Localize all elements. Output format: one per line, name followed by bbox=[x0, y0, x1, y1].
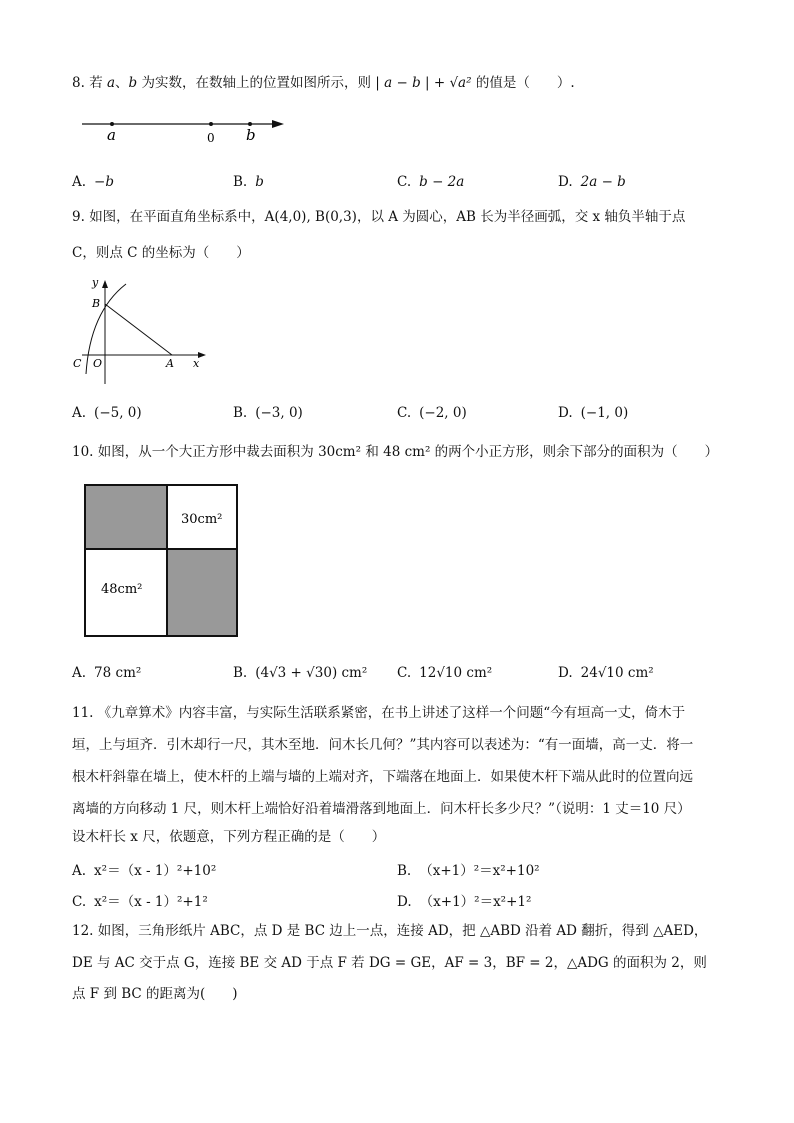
q11-option-d-value: （x+1）²＝x²+1² bbox=[419, 894, 532, 910]
q11-option-c[interactable] bbox=[72, 890, 208, 910]
q8-var-a: a bbox=[106, 75, 116, 91]
q8-option-d-label: D. bbox=[558, 174, 573, 190]
q12-line1: 如图，三角形纸片 ABC，点 D 是 BC 边上一点，连接 AD，把 △ABD 沿着 AD 翻折，得到 △AED， bbox=[97, 923, 708, 939]
q10-stem: 如图，从一个大正方形中裁去面积为 30cm² 和 48 cm² 的两个小正方形，则余下部分的面积为（ ） bbox=[97, 444, 719, 460]
q10-option-c-value: 12√10 cm² bbox=[419, 665, 493, 681]
q8-stem-c: 的值是（ ）. bbox=[475, 75, 575, 91]
q8-option-b-value: b bbox=[255, 174, 264, 190]
q10-square-figure bbox=[83, 483, 239, 639]
q9-option-b-value: (−3, 0) bbox=[255, 405, 303, 421]
q11-option-d[interactable] bbox=[397, 890, 531, 910]
q8-var-b: b bbox=[128, 75, 138, 91]
q9-option-d-label: D. bbox=[558, 405, 573, 421]
q9-option-b-label: B. bbox=[233, 405, 248, 421]
q9-option-d[interactable] bbox=[558, 405, 628, 421]
q11-number: 11. bbox=[72, 705, 94, 721]
q11-line4: 离墙的方向移动 1 尺，则木杆上端恰好沿着墙滑落到地面上．问木杆长多少尺？”（说明：1 丈＝10 尺） bbox=[72, 801, 691, 817]
q10-number: 10. bbox=[72, 444, 94, 460]
q9-label-y: y bbox=[92, 276, 99, 289]
q12-line3: 点 F 到 BC 的距离为( ) bbox=[72, 986, 238, 1002]
q8-option-b[interactable] bbox=[233, 174, 264, 190]
q11-line2: 垣，上与垣齐．引木却行一尺，其木至地．问木长几何？”其内容可以表述为：“有一面墙，高一丈．将一 bbox=[72, 737, 694, 753]
q12-line1-row bbox=[72, 922, 732, 940]
q11-option-a-label: A. bbox=[72, 863, 87, 879]
q8-expression: | a − b | + √a² bbox=[375, 75, 472, 91]
q8-option-c[interactable] bbox=[397, 174, 464, 190]
q11-line3: 根木杆斜靠在墙上，使木杆的上端与墙的上端对齐，下端落在地面上．如果使木杆下端从此时的位置向远 bbox=[72, 769, 693, 785]
q11-line1: 《九章算术》内容丰富，与实际生活联系紧密，在书上讲述了这样一个问题“今有垣高一丈，倚木于 bbox=[97, 705, 686, 721]
q8-point-zero bbox=[209, 122, 213, 126]
q11-line5: 设木杆长 x 尺，依题意，下列方程正确的是（ ） bbox=[72, 829, 386, 845]
q9-number: 9. bbox=[72, 209, 85, 225]
q11-line1-row bbox=[72, 704, 732, 722]
q10-option-a[interactable] bbox=[72, 665, 141, 681]
q9-option-c[interactable] bbox=[397, 405, 467, 421]
q9-label-o: O bbox=[93, 357, 103, 370]
q9-option-c-value: (−2, 0) bbox=[419, 405, 467, 421]
q11-option-c-label: C. bbox=[72, 894, 87, 910]
q8-option-c-value: b − 2a bbox=[419, 174, 465, 190]
q9-coordinate-figure bbox=[68, 274, 213, 386]
q8-label-b: b bbox=[246, 126, 256, 144]
q9-option-a-label: A. bbox=[72, 405, 87, 421]
q10-option-d-value: 24√10 cm² bbox=[580, 665, 654, 681]
q8-sep: 、 bbox=[115, 75, 129, 91]
q8-option-c-label: C. bbox=[397, 174, 412, 190]
q10-option-b-value: (4√3 + √30) cm² bbox=[255, 665, 368, 681]
q10-large-square-label: 48cm² bbox=[101, 582, 143, 597]
q12-line2: DE 与 AC 交于点 G，连接 BE 交 AD 于点 F 若 DG = GE，AF = 3，BF = 2，△ADG 的面积为 2，则 bbox=[72, 955, 707, 971]
q9-segment-ab bbox=[105, 304, 172, 355]
q8-stem-b: 为实数，在数轴上的位置如图所示，则 bbox=[141, 75, 371, 91]
q8-option-b-label: B. bbox=[233, 174, 248, 190]
q12-number: 12. bbox=[72, 923, 94, 939]
q9-option-a[interactable] bbox=[72, 405, 142, 421]
q10-shaded-top-left bbox=[85, 485, 167, 549]
q9-label-x: x bbox=[193, 357, 200, 370]
q10-option-b[interactable] bbox=[233, 665, 367, 681]
q11-option-b-label: B. bbox=[397, 863, 412, 879]
q9-option-b[interactable] bbox=[233, 405, 303, 421]
q10-stem-line bbox=[72, 443, 732, 461]
q11-option-b[interactable] bbox=[397, 859, 540, 879]
q11-option-a[interactable] bbox=[72, 859, 216, 879]
q10-option-c-label: C. bbox=[397, 665, 412, 681]
q8-number: 8. bbox=[72, 75, 85, 91]
q9-label-a: A bbox=[166, 357, 174, 370]
q10-option-b-label: B. bbox=[233, 665, 248, 681]
q8-option-d-value: 2a − b bbox=[580, 174, 626, 190]
q11-option-c-value: x²＝（x - 1）²+1² bbox=[94, 894, 208, 910]
q10-shaded-bottom-right bbox=[167, 549, 237, 636]
q8-label-a: a bbox=[107, 126, 116, 144]
q8-option-d[interactable] bbox=[558, 174, 626, 190]
q11-option-d-label: D. bbox=[397, 894, 412, 910]
q8-option-a-value: −b bbox=[94, 174, 115, 190]
q10-option-d[interactable] bbox=[558, 665, 654, 681]
q9-stem-line1 bbox=[72, 208, 732, 226]
q10-option-a-value: 78 cm² bbox=[94, 665, 142, 681]
q10-small-square-label: 30cm² bbox=[181, 512, 223, 527]
q10-option-a-label: A. bbox=[72, 665, 87, 681]
q9-option-a-value: (−5, 0) bbox=[94, 405, 142, 421]
q9-option-d-value: (−1, 0) bbox=[580, 405, 629, 421]
q8-arrow-head bbox=[272, 120, 284, 128]
q8-option-a-label: A. bbox=[72, 174, 87, 190]
q11-option-a-value: x²＝（x - 1）²+10² bbox=[94, 863, 217, 879]
q9-label-b: B bbox=[92, 297, 101, 310]
q9-y-arrow bbox=[102, 280, 108, 288]
q11-option-b-value: （x+1）²＝x²+10² bbox=[419, 863, 540, 879]
q9-line2: C，则点 C 的坐标为（ ） bbox=[72, 245, 250, 261]
q8-option-a[interactable] bbox=[72, 174, 114, 190]
q9-label-c: C bbox=[73, 357, 82, 370]
q8-label-zero: 0 bbox=[207, 131, 215, 145]
q9-line1: 如图，在平面直角坐标系中，A(4,0), B(0,3)，以 A 为圆心，AB 长为半径画弧，交 x 轴负半轴于点 bbox=[89, 209, 686, 225]
q8-stem-a: 若 bbox=[89, 75, 103, 91]
q8-number-line-figure bbox=[78, 112, 293, 148]
q9-option-c-label: C. bbox=[397, 405, 412, 421]
q8-stem bbox=[72, 74, 575, 92]
q10-option-c[interactable] bbox=[397, 665, 492, 681]
q10-option-d-label: D. bbox=[558, 665, 573, 681]
